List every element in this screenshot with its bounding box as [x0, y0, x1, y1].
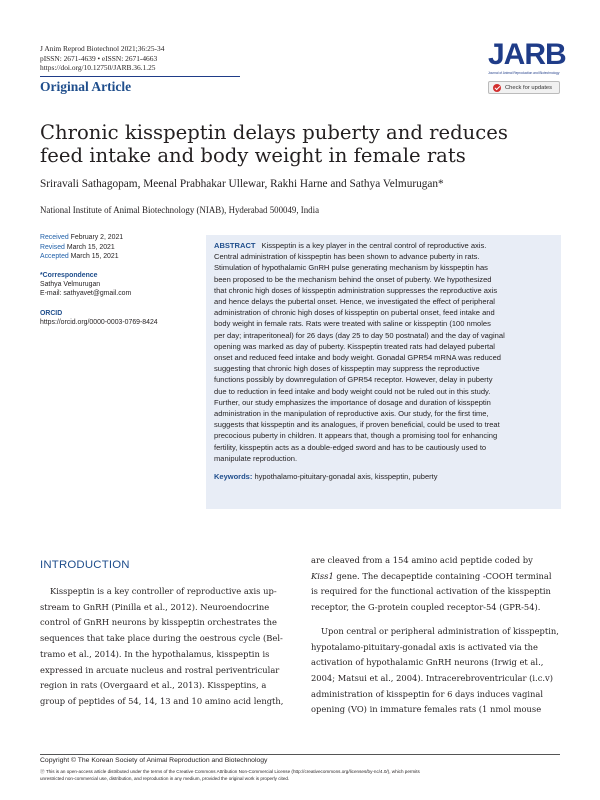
article-title — [40, 122, 560, 167]
doi-link[interactable]: https://doi.org/10.12750/JARB.36.1.25 — [40, 63, 156, 73]
article-type-label: Original Article — [40, 79, 132, 94]
journal-citation: J Anim Reprod Biotechnol 2021;36:25-34 — [40, 44, 165, 53]
revised-date: March 15, 2021 — [66, 243, 115, 251]
journal-logo-text: JARB — [488, 38, 566, 71]
header-divider — [40, 76, 240, 77]
title-line: feed intake and body weight in female rats — [40, 143, 466, 167]
body-column-right — [311, 553, 561, 718]
correspondence-block — [40, 271, 131, 298]
abstract-line: opening was marked as day of puberty. Kisspeptin treated rats had delayed pubertal — [214, 341, 495, 351]
abstract-text — [214, 240, 553, 464]
body-line: sequences that take place during the oestrous cycle (Bel- — [40, 633, 283, 644]
body-line: hypotalamo-pituitary-gonadal axis is activated via the — [311, 641, 538, 652]
body-line: Kisspeptin is a key controller of reproductive axis up- — [50, 586, 277, 596]
keywords-list: hypothalamo-pituitary-gonadal axis, kisspeptin, puberty — [254, 472, 438, 482]
title-line: Chronic kisspeptin delays puberty and reduces — [40, 121, 508, 144]
abstract-line: suggesting that chronic high doses of kisspeptin may suppress the reproductive — [214, 364, 480, 374]
body-line: administration of kisspeptin for 6 days induces vaginal — [311, 688, 544, 699]
body-line: opening (VO) in immature females rats (1 nmol mouse — [311, 704, 542, 715]
accepted-label: Accepted — [40, 253, 69, 260]
article-dates — [40, 233, 123, 262]
introduction-heading: INTRODUCTION — [40, 559, 130, 571]
abstract-line: Central administration of kisspeptin has been shown to advance puberty in rats. — [214, 252, 480, 262]
abstract-line: precocious puberty in children. It appears that, though a promising tool for enhancing — [214, 431, 498, 441]
received-date: February 2, 2021 — [70, 234, 124, 241]
abstract-line: that chronic high doses of kisspeptin administration suppresses the reproductive axis — [214, 285, 498, 295]
check-for-updates-button[interactable] — [488, 81, 560, 94]
received-label: Received — [40, 234, 69, 241]
abstract-line: suggests that kisspeptin and its analogues, if proven beneficial, could be used to treat — [214, 420, 500, 430]
body-line: receptor, the G-protein coupled receptor-54 (GPR-54). — [311, 602, 541, 613]
body-line: region in rats (Overgaard et al., 2013). Kisspeptins, a — [40, 680, 267, 691]
abstract-line: functions possibly by downregulation of GPR54 receptor. However, delay in puberty — [214, 375, 493, 385]
keywords — [214, 472, 553, 481]
abstract-line: body weight in female rats. Rats were treated with saline or kisspeptin (100 nmoles — [214, 319, 491, 329]
journal-meta — [40, 44, 164, 73]
abstract-line: administration in the manipulation of reproductive axis. Our study, for the first time, — [214, 409, 489, 419]
keywords-heading: Keywords: — [214, 472, 253, 482]
revised-label: Revised — [40, 243, 65, 251]
abstract-box — [206, 235, 561, 509]
body-line: group of peptides of 54, 14, 13 and 10 amino acid length, — [40, 695, 284, 706]
accepted-date: March 15, 2021 — [70, 253, 119, 260]
body-line: 2004; Matsui et al., 2004). Intracerebroventricular (i.c.v) — [311, 672, 553, 683]
orcid-block — [40, 309, 158, 327]
body-line: activation of hypothalamic GnRH neurons (Irwig et al., — [311, 657, 544, 668]
body-line: is required for the functional activation of the kisspeptin — [311, 586, 551, 597]
footer-divider — [40, 754, 560, 755]
body-line: control of GnRH neurons by kisspeptin orchestrates the — [40, 617, 277, 628]
check-badge-icon — [493, 84, 501, 92]
correspondence-email[interactable]: E-mail: sathyavet@gmail.com — [40, 290, 132, 297]
body-column-left — [40, 584, 296, 710]
correspondence-heading: *Correspondence — [40, 272, 98, 279]
abstract-heading: ABSTRACT — [214, 241, 256, 250]
abstract-line: per day; intraperitoneal) for 26 days (day 25 to day 50 postnatal) and the day of vaginal — [214, 330, 505, 340]
abstract-line: and hence delays the pubertal onset. Hence, we investigated the effect of peripheral — [214, 297, 495, 307]
cc-license-icon: Ⓟ — [40, 769, 45, 774]
abstract-line: due to reduction in feed intake and body weight could not be ruled out in this study. — [214, 386, 491, 396]
correspondence-name: Sathya Velmurugan — [40, 281, 101, 288]
abstract-line: Further, our study emphasizes the importance of dosage and duration of kisspeptin — [214, 397, 491, 407]
journal-logo-subtext: Journal of Animal Reproduction and Biotechnology — [488, 71, 560, 75]
abstract-line: manipulate reproduction. — [214, 453, 298, 463]
abstract-line: onset and reduced feed intake and body weight. Gonadal GPR54 mRNA was reduced — [214, 353, 501, 363]
abstract-line: been proposed to be the mechanism behind the onset of puberty. We hypothesized — [214, 274, 492, 284]
abstract-line: Kisspeptin is a key player in the central control of reproductive axis. — [261, 241, 487, 250]
body-line: tramo et al., 2014). In the hypothalamus, kisspeptin is — [40, 648, 270, 659]
issn-line: pISSN: 2671-4639 • eISSN: 2671-4663 — [40, 53, 158, 63]
license-notice — [40, 768, 420, 782]
license-line: This is an open-access article distributed under the terms of the Creative Commons Attribution Non-Commercial License (http://creativecommons.org/licenses/by-nc/4.0/), which permits — [45, 769, 420, 774]
journal-logo — [488, 38, 566, 75]
license-line: unrestricted non-commercial use, distribution, and reproduction in any medium, provided the original work is properly cited. — [40, 776, 290, 781]
body-line: Upon central or peripheral administration of kisspeptin, — [321, 625, 559, 636]
abstract-line: fertility, kisspeptin acts as a double-edged sword and has to be cautiously used to — [214, 442, 487, 452]
body-line: Kiss1 gene. The decapeptide containing -COOH terminal — [311, 570, 552, 581]
abstract-line: administration of chronic high doses of kisspeptin on pubertal onset, feed intake and — [214, 308, 495, 318]
copyright-notice: Copyright © The Korean Society of Animal Reproduction and Biotechnology — [40, 757, 268, 764]
body-line: are cleaved from a 154 amino acid peptide coded by — [311, 555, 533, 565]
author-list: Sriravali Sathagopam, Meenal Prabhakar Ullewar, Rakhi Harne and Sathya Velmurugan* — [40, 178, 444, 190]
affiliation: National Institute of Animal Biotechnology (NIAB), Hyderabad 500049, India — [40, 205, 320, 215]
orcid-heading: ORCID — [40, 310, 63, 317]
body-line: stream to GnRH (Pinilla et al., 2012). Neuroendocrine — [40, 601, 270, 612]
check-for-updates-label: Check for updates — [505, 84, 553, 91]
orcid-link[interactable]: https://orcid.org/0000-0003-0769-8424 — [40, 319, 158, 326]
body-line: expressed in arcuate nucleus and rostral periventricular — [40, 664, 280, 675]
abstract-line: Stimulation of hypothalamic GnRH pulse generating mechanism by kisspeptin has — [214, 263, 488, 273]
